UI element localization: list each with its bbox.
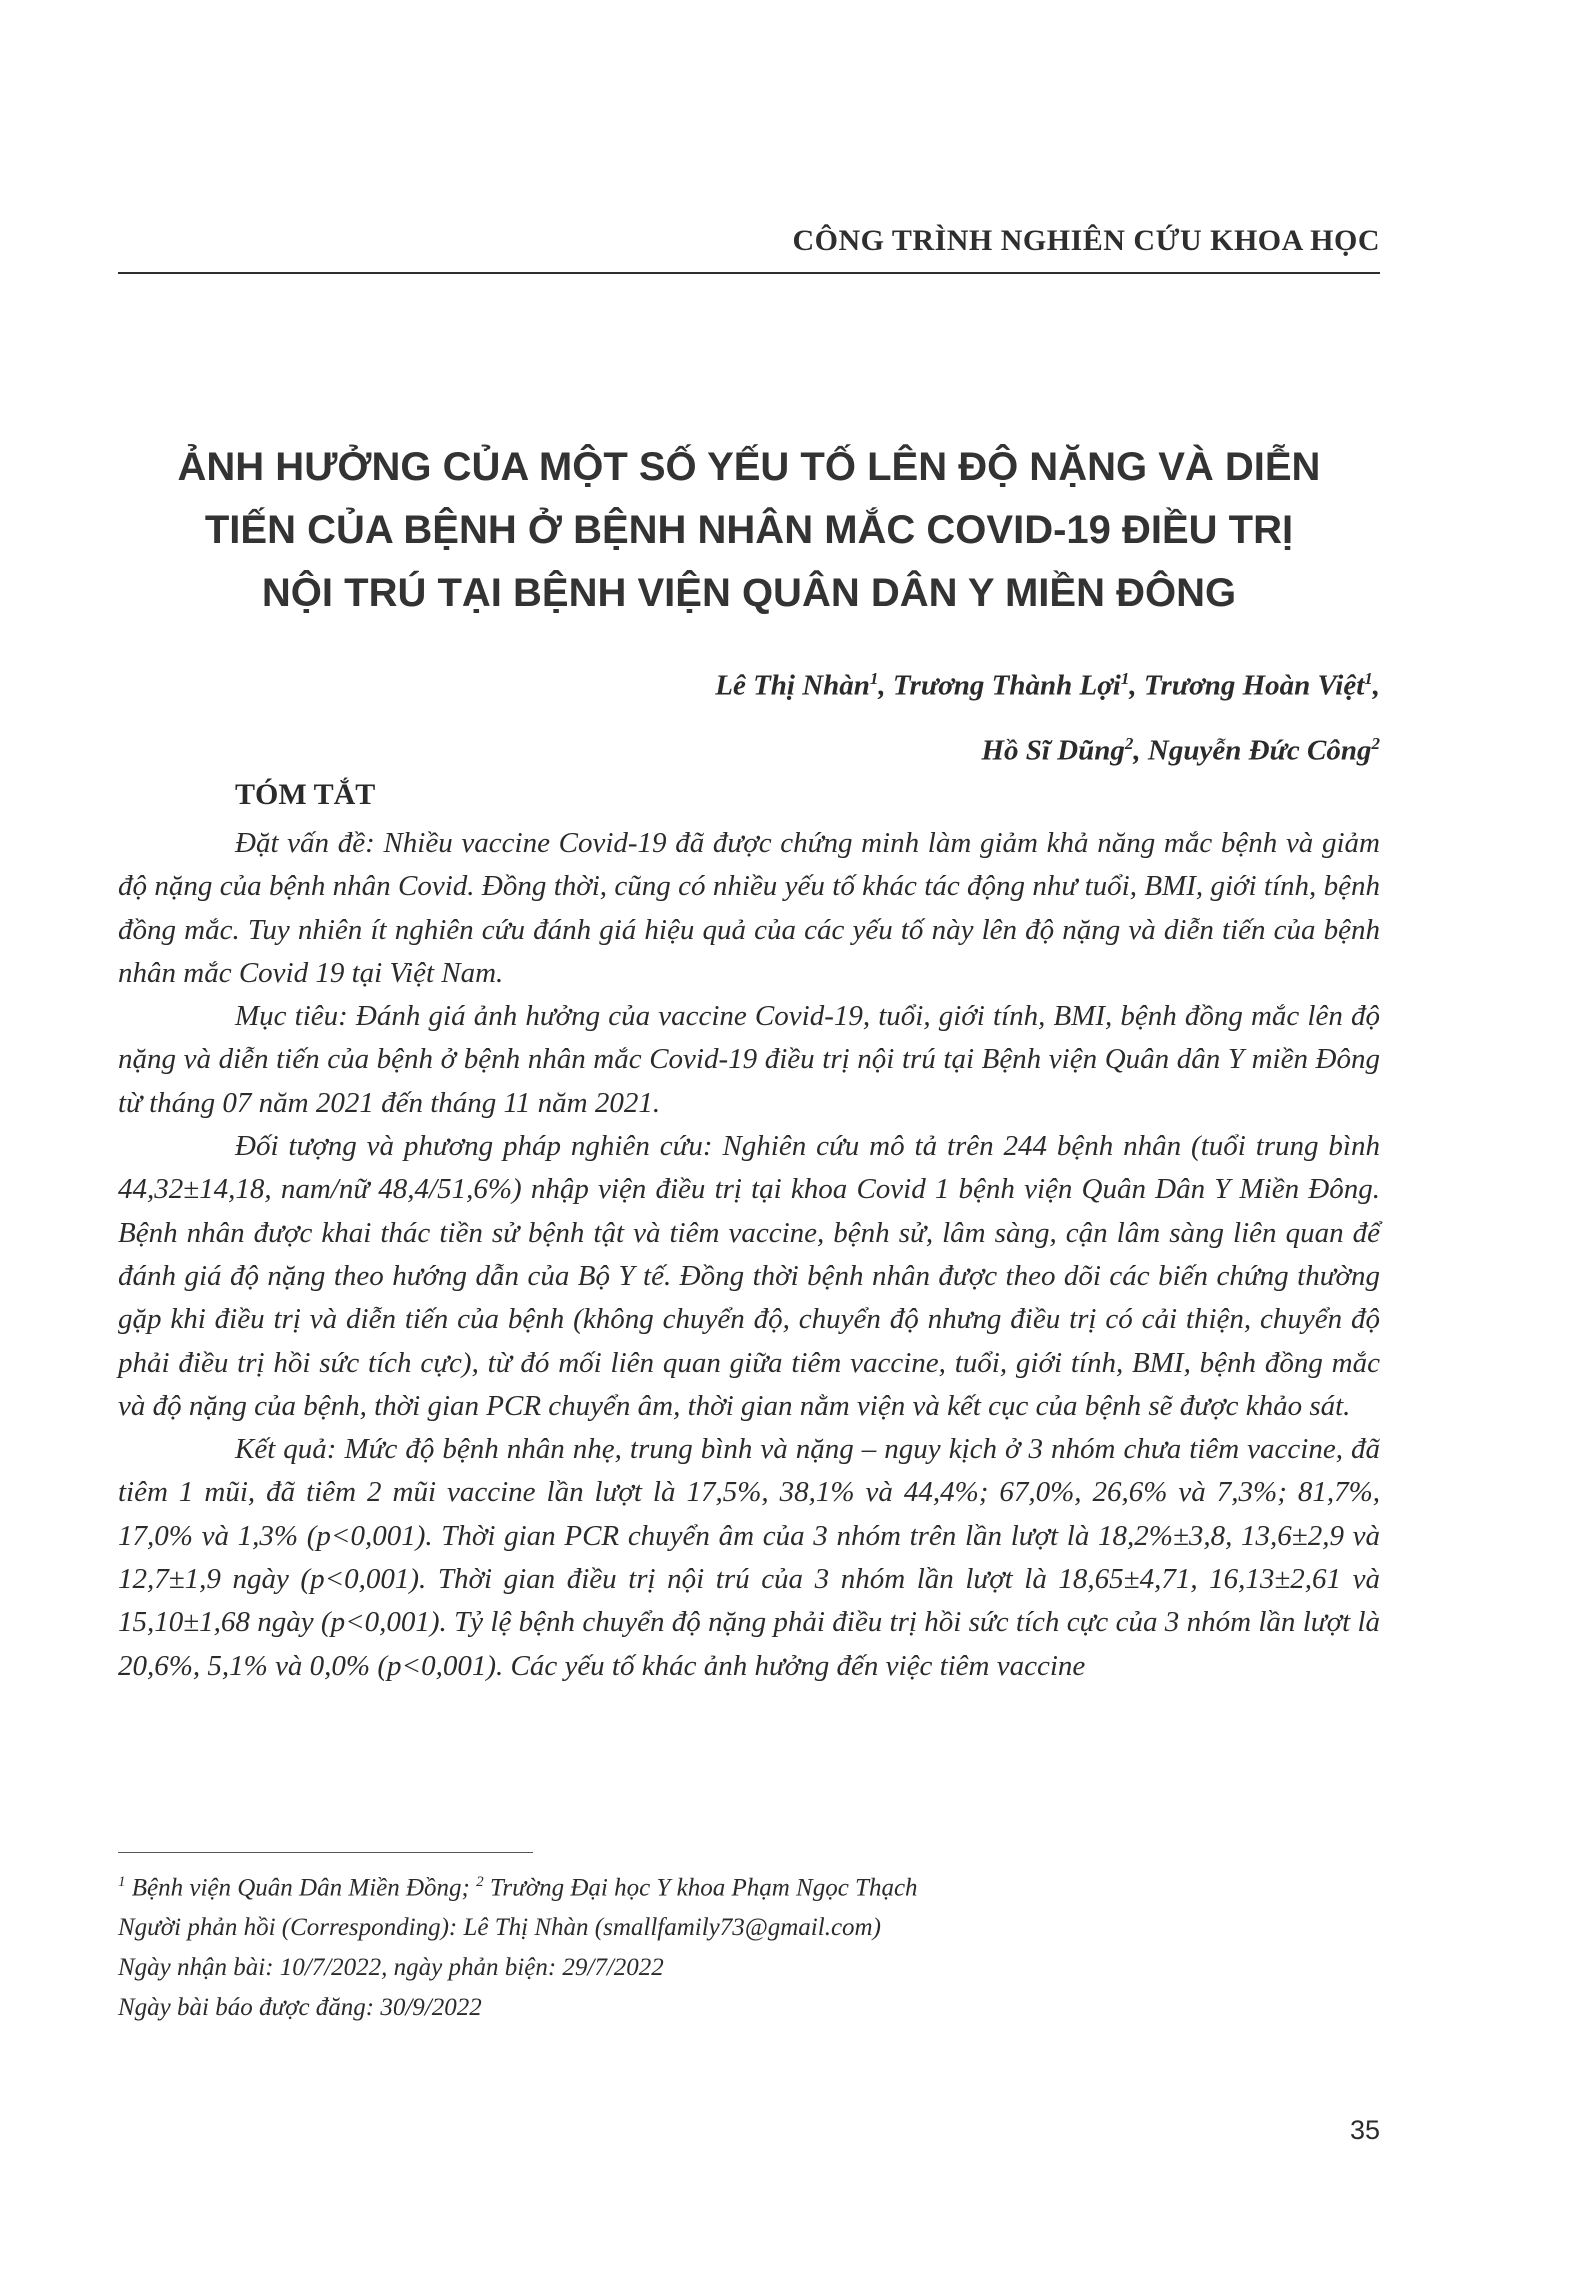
affiliation-mark: 2	[1371, 733, 1380, 753]
author-name: Nguyễn Đức Công	[1147, 734, 1372, 767]
published-date: Ngày bài báo được đăng: 30/9/2022	[118, 1994, 482, 2022]
affiliation-mark: 1	[118, 1874, 126, 1890]
abstract-paragraph-objective: Mục tiêu: Đánh giá ảnh hưởng của vaccine Covid-19, tuổi, giới tính, BMI, bệnh đồng mắc lên độ nặng và diễn tiến của bệnh ở bệnh nhân mắc Covid-19 điều trị nội trú tại Bệnh viện Quân dân Y miền Đông từ tháng 07 năm 2021 đến tháng 11 năm 2021.	[118, 1000, 1380, 1119]
abstract-paragraph-methods: Đối tượng và phương pháp nghiên cứu: Nghiên cứu mô tả trên 244 bệnh nhân (tuổi trung bình 44,32±14,18, nam/nữ 48,4/51,6%) nhập viện điều trị tại khoa Covid 1 bệnh viện Quân Dân Y Miền Đông. Bệnh nhân được khai thác tiền sử bệnh tật và tiêm vaccine, bệnh sử, lâm sàng, cận lâm sàng liên quan để đánh giá độ nặng theo hướng dẫn của Bộ Y tế. Đồng thời bệnh nhân được theo dõi các biến chứng thường gặp khi điều trị và diễn tiến của bệnh (không chuyển độ, chuyển độ nhưng điều trị có cải thiện, chuyển độ phải điều trị hồi sức tích cực), từ đó mối liên quan giữa tiêm vaccine, tuổi, giới tính, BMI, bệnh đồng mắc và độ nặng của bệnh, thời gian PCR chuyển âm, thời gian nằm viện và kết cục của bệnh sẽ được khảo sát.	[118, 1130, 1380, 1422]
affiliation-mark: 2	[1124, 733, 1134, 753]
author-name: Trương Thành Lợi	[892, 669, 1121, 702]
affiliation-1: Bệnh viện Quân Dân Miền Đồng;	[125, 1874, 477, 1902]
abstract-paragraph-background: Đặt vấn đề: Nhiều vaccine Covid-19 đã được chứng minh làm giảm khả năng mắc bệnh và giảm độ nặng của bệnh nhân Covid. Đồng thời, cũng có nhiều yếu tố khác tác động như tuổi, BMI, giới tính, bệnh đồng mắc. Tuy nhiên ít nghiên cứu đánh giá hiệu quả của các yếu tố này lên độ nặng và diễn tiến của bệnh nhân mắc Covid 19 tại Việt Nam.	[118, 827, 1380, 989]
affiliation-2: Trường Đại học Y khoa Phạm Ngọc Thạch	[483, 1874, 918, 1902]
corresponding-author: Người phản hồi (Corresponding): Lê Thị Nhàn (smallfamily73@gmail.com)	[118, 1914, 881, 1942]
page-number: 35	[1349, 2115, 1380, 2145]
affiliation-mark: 1	[1120, 669, 1130, 688]
abstract-body	[118, 822, 1380, 1688]
author-name: Hồ Sĩ Dũng	[981, 734, 1125, 767]
author-name: Trương Hoàn Việt	[1143, 669, 1365, 702]
abstract-paragraph-results: Kết quả: Mức độ bệnh nhân nhẹ, trung bình và nặng – nguy kịch ở 3 nhóm chưa tiêm vaccine, đã tiêm 1 mũi, đã tiêm 2 mũi vaccine lần lượt là 17,5%, 38,1% và 44,4%; 67,0%, 26,6% và 7,3%; 81,7%, 17,0% và 1,3% (p<0,001). Thời gian PCR chuyển âm của 3 nhóm trên lần lượt là 18,2%±3,8, 13,6±2,9 và 12,7±1,9 ngày (p<0,001). Thời gian điều trị nội trú của 3 nhóm lần lượt là 18,65±4,71, 16,13±2,61 và 15,10±1,68 ngày (p<0,001). Tỷ lệ bệnh chuyển độ nặng phải điều trị hồi sức tích cực của 3 nhóm lần lượt là 20,6%, 5,1% và 0,0% (p<0,001). Các yếu tố khác ảnh hưởng đến việc tiêm vaccine	[118, 1433, 1380, 1682]
article-title	[118, 436, 1380, 625]
author-name: Lê Thị Nhàn	[715, 669, 870, 702]
abstract-heading: TÓM TẮT	[235, 778, 376, 811]
affiliation-mark: 1	[1364, 669, 1373, 688]
title-line-2: TIẾN CỦA BỆNH Ở BỆNH NHÂN MẮC COVID-19 ĐIỀU TRỊ	[204, 508, 1294, 552]
author-list	[715, 650, 1380, 779]
footnotes	[118, 1862, 1380, 2028]
affiliation-mark: 2	[476, 1874, 484, 1890]
received-date: Ngày nhận bài: 10/7/2022, ngày phản biện: 29/7/2022	[118, 1954, 664, 1982]
header-rule	[118, 272, 1380, 274]
author-line-1: Lê Thị Nhàn$^1$, Trương Thành Lợi$^1$, Trương Hoàn Việt$^1$,	[715, 669, 1380, 702]
affiliations-footnote	[118, 1862, 1380, 1908]
affiliation-mark: 1	[869, 669, 879, 688]
running-head: CÔNG TRÌNH NGHIÊN CỨU KHOA HỌC	[792, 224, 1380, 257]
title-line-1: ẢNH HƯỞNG CỦA MỘT SỐ YẾU TỐ LÊN ĐỘ NẶNG VÀ DIỄN	[177, 445, 1321, 489]
title-line-3: NỘI TRÚ TẠI BỆNH VIỆN QUÂN DÂN Y MIỀN ĐÔNG	[261, 571, 1237, 615]
footnote-rule	[118, 1852, 533, 1853]
author-line-2: Hồ Sĩ Dũng$^2$, Nguyễn Đức Công$^2$	[981, 733, 1380, 767]
